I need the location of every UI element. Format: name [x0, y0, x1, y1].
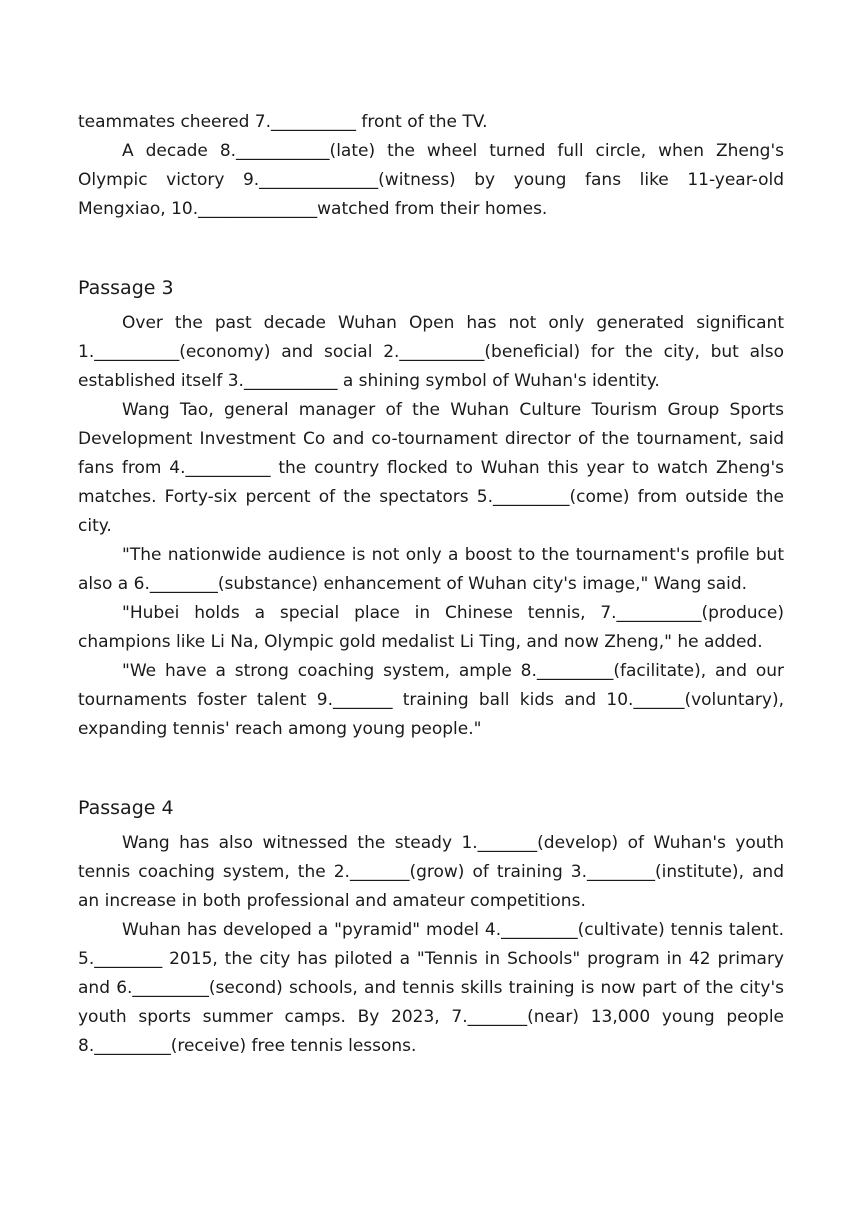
passage3-paragraph-4: "Hubei holds a special place in Chinese tennis, 7.__________(produce) champions like Li Na, Olympic gold medalist Li Ting, and now Zheng," he added.: [78, 603, 784, 652]
passage3-paragraph-3: "The nationwide audience is not only a boost to the tournament's profile but also a 6.________(substance) enhancement of Wuhan city's image," Wang said.: [78, 545, 784, 594]
passage2-tail-line: teammates cheered 7.__________ front of the TV.: [78, 112, 488, 132]
passage4-paragraph-1: Wang has also witnessed the steady 1._______(develop) of Wuhan's youth tennis coaching system, the 2._______(grow) of training 3.________(institute), and an increase in both professional and amateur competitions.: [78, 833, 784, 911]
passage4-title: Passage 4: [78, 797, 174, 819]
passage3-paragraph-1: Over the past decade Wuhan Open has not only generated significant 1.__________(economy) and social 2.__________(beneficial) for the city, but also established itself 3.___________ a shining symbol of Wuhan's identity.: [78, 313, 784, 391]
passage3-paragraph-5: "We have a strong coaching system, ample 8._________(facilitate), and our tournaments foster talent 9._______ training ball kids and 10.______(voluntary), expanding tennis' reach among young people.": [78, 661, 784, 739]
passage2-tail-paragraph: A decade 8.___________(late) the wheel turned full circle, when Zheng's Olympic victory 9.______________(witness) by young fans like 11-year-old Mengxiao, 10.______________watched from their homes.: [78, 141, 784, 219]
passage3-title: Passage 3: [78, 277, 174, 299]
passage3-paragraph-2: Wang Tao, general manager of the Wuhan Culture Tourism Group Sports Development Investment Co and co-tournament director of the tournament, said fans from 4.__________ the country flocked to Wuhan this year to watch Zheng's matches. Forty-six percent of the spectators 5._________(come) from outside the city.: [78, 400, 784, 536]
passage4-paragraph-2: Wuhan has developed a "pyramid" model 4._________(cultivate) tennis talent. 5.________ 2015, the city has piloted a "Tennis in Schools" program in 42 primary and 6._________(second) schools, and tennis skills training is now part of the city's youth sports summer camps. By 2023, 7._______(near) 13,000 young people 8._________(receive) free tennis lessons.: [78, 920, 784, 1056]
document-page: [78, 108, 784, 1061]
